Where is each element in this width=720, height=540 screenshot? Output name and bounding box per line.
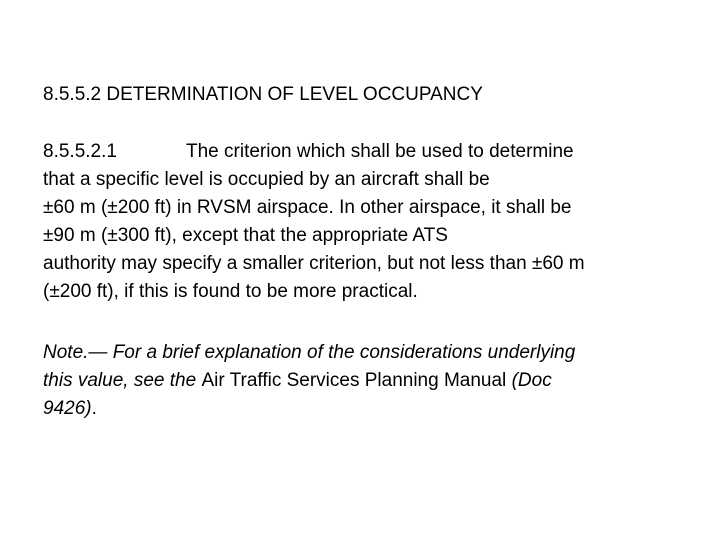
note-block — [43, 339, 683, 423]
paragraph-line: that a specific level is occupied by an aircraft shall be — [43, 169, 490, 190]
paragraph-line — [43, 138, 683, 166]
paragraph-number: 8.5.5.2.1 — [43, 141, 117, 162]
note-end: . — [91, 398, 97, 419]
paragraph-line: authority may specify a smaller criterion, but not less than ±60 m — [43, 253, 585, 274]
paragraph-text: The criterion which shall be used to determine — [186, 141, 574, 162]
manual-title: Air Traffic Services Planning Manual — [201, 370, 507, 391]
paragraph-8-5-5-2-1 — [43, 138, 683, 306]
paragraph-line: (±200 ft), if this is found to be more practical. — [43, 281, 418, 302]
note-text: this value, see the — [43, 370, 202, 391]
note-line — [43, 395, 683, 423]
note-line: Note.— For a brief explanation of the considerations underlying — [43, 342, 576, 363]
paragraph-line: ±90 m (±300 ft), except that the appropriate ATS — [43, 225, 448, 246]
note-text: (Doc — [506, 370, 552, 391]
section-heading: 8.5.5.2 DETERMINATION OF LEVEL OCCUPANCY — [43, 84, 483, 105]
paragraph-line: ±60 m (±200 ft) in RVSM airspace. In other airspace, it shall be — [43, 197, 572, 218]
note-line — [43, 367, 683, 395]
doc-reference: 9426) — [43, 398, 92, 419]
